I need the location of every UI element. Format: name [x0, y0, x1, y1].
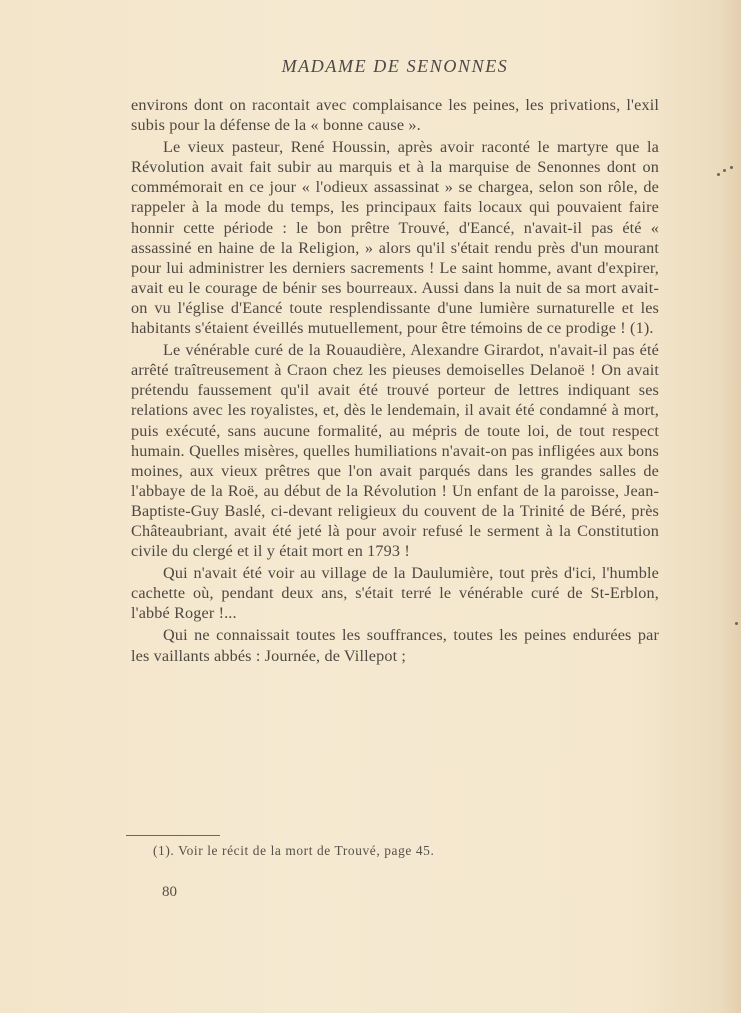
margin-speck: [723, 169, 726, 172]
margin-speck: [730, 166, 733, 169]
body-text: [131, 95, 659, 666]
paragraph: environs dont on racontait avec complaisance les peines, les privations, l'exil subis pour la défense de la « bonne cause ».: [131, 96, 659, 135]
paragraph: Qui ne connaissait toutes les souffrances, toutes les peines endurées par les vaillants abbés : Journée, de Villepot ;: [131, 626, 659, 665]
margin-speck: [717, 173, 720, 176]
footnote-divider: [126, 835, 220, 836]
paragraph: Qui n'avait été voir au village de la Daulumière, tout près d'ici, l'humble cachette où, pendant deux ans, s'était terré le vénérable curé de St-Erblon, l'abbé Roger !...: [131, 564, 659, 623]
footnote: (1). Voir le récit de la mort de Trouvé, page 45.: [153, 843, 435, 858]
margin-speck: [735, 622, 738, 625]
page-number: 80: [162, 884, 177, 900]
paragraph: Le vénérable curé de la Rouaudière, Alexandre Girardot, n'avait-il pas été arrêté traîtreusement à Craon chez les pieuses demoiselles Delanoë ! On avait prétendu faussement qu'il avait été trouvé porteur de lettres indiquant ses relations avec les royalistes, et, dès le lendemain, il avait été condamné à mort, puis exécuté, sans aucune formalité, au mépris de toute loi, de tout respect humain. Quelles misères, quelles humiliations n'avait-on pas infligées aux bons moines, aux vieux prêtres que l'on avait parqués dans les grandes salles de l'abbaye de la Roë, au début de la Révolution ! Un enfant de la paroisse, Jean-Baptiste-Guy Baslé, ci-devant religieux du couvent de la Trinité de Béré, près Châteaubriant, avait été jeté là pour avoir refusé le serment à la Constitution civile du clergé et il y était mort en 1793 !: [131, 341, 659, 561]
running-head: MADAME DE SENONNES: [281, 56, 509, 76]
paragraph: Le vieux pasteur, René Houssin, après avoir raconté le martyre que la Révolution avait fait subir au marquis et à la marquise de Senonnes dont on commémorait en ce jour « l'odieux assassinat » se chargea, selon son rôle, de rappeler à la mode du temps, les principaux faits locaux qui pouvaient faire honnir cette période : le bon prêtre Trouvé, d'Eancé, n'avait-il pas été « assassiné en haine de la Religion, » alors qu'il s'était rendu près d'un mourant pour lui administrer les derniers sacrements ! Le saint homme, avant d'expirer, avait eu le courage de bénir ses bourreaux. Aussi dans la nuit de sa mort avait-on vu l'église d'Eancé toute resplendissante d'une lumière surnaturelle et les habitants s'étaient éveillés mutuellement, pour être témoins de ce prodige ! (1).: [131, 138, 659, 338]
